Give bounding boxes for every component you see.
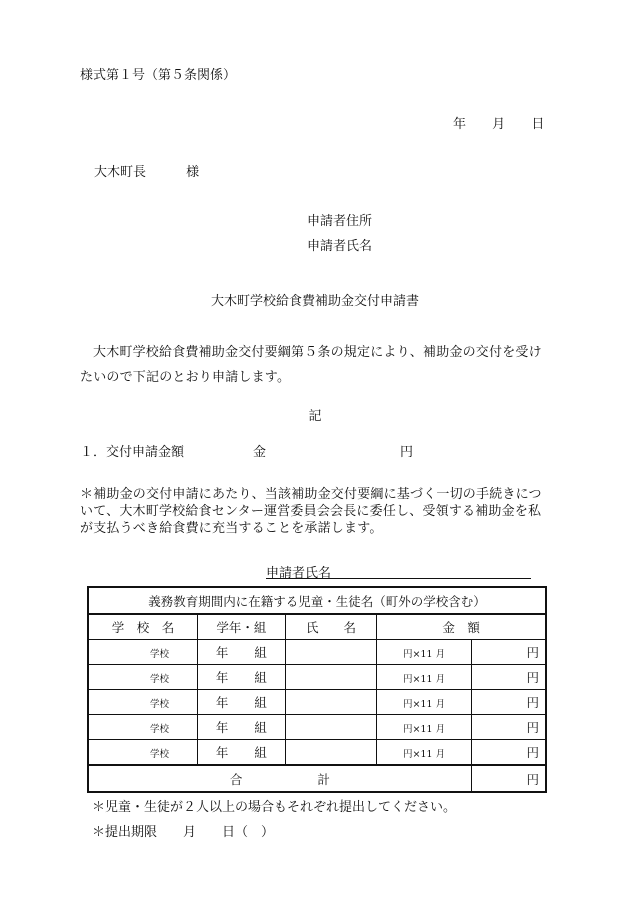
grade-cell[interactable] — [198, 715, 286, 740]
table-row — [88, 740, 546, 766]
student-name-cell[interactable] — [285, 640, 377, 665]
table-caption: 義務教育期間内に在籍する児童・生徒名（町外の学校含む） — [88, 587, 546, 614]
rate-cell[interactable] — [377, 690, 472, 715]
class-suffix: 組 — [254, 745, 267, 760]
amount-cell[interactable] — [471, 665, 546, 690]
item1-kin: 金 — [253, 445, 267, 460]
date-year: 年 — [453, 117, 467, 132]
date-month: 月 — [492, 117, 506, 132]
item1-label: １．交付申請金額 — [80, 445, 185, 460]
class-suffix: 組 — [254, 695, 267, 710]
grade-cell[interactable] — [198, 640, 286, 665]
table-row — [88, 665, 546, 690]
total-row — [88, 765, 546, 792]
amount-yen: 円 — [526, 695, 539, 710]
rate-text: 円×11 月 — [403, 723, 446, 735]
consent-text: ＊補助金の交付申請にあたり、当該補助金交付要綱に基づく一切の手続きについて、大木町学校給食センター運営委員会会長に委任し、受領する補助金を私が支払うべき給食費に充当することを承諾します。 — [80, 487, 542, 536]
school-cell[interactable] — [88, 715, 198, 740]
form-number: 様式第１号（第５条関係） — [80, 68, 237, 83]
class-suffix: 組 — [254, 720, 267, 735]
header-grade: 学年・組 — [198, 614, 286, 640]
amount-cell[interactable] — [471, 690, 546, 715]
year-suffix: 年 — [215, 695, 229, 710]
children-table — [87, 586, 547, 793]
note-multiple: ＊児童・生徒が２人以上の場合もそれぞれ提出してください。 — [92, 800, 457, 815]
header-amount: 金 額 — [377, 614, 546, 640]
year-suffix: 年 — [215, 745, 229, 760]
rate-text: 円×11 月 — [403, 648, 446, 660]
year-suffix: 年 — [215, 645, 229, 660]
item1-yen: 円 — [400, 445, 414, 460]
rate-cell[interactable] — [377, 740, 472, 766]
grade-cell[interactable] — [198, 740, 286, 766]
school-cell[interactable] — [88, 740, 198, 766]
amount-yen: 円 — [526, 720, 539, 735]
rate-text: 円×11 月 — [403, 748, 446, 760]
amount-cell[interactable] — [471, 740, 546, 766]
amount-yen: 円 — [526, 745, 539, 760]
rate-cell[interactable] — [377, 640, 472, 665]
school-cell[interactable] — [88, 665, 198, 690]
date-day: 日 — [531, 117, 545, 132]
school-suffix: 学校 — [150, 698, 170, 710]
body-text: 大木町学校給食費補助金交付要綱第５条の規定により、補助金の交付を受けたいので下記のとおり申請します。 — [80, 345, 542, 385]
applicant-name-label: 申請者氏名 — [307, 239, 373, 254]
school-cell[interactable] — [88, 690, 198, 715]
total-yen: 円 — [526, 771, 539, 787]
rate-cell[interactable] — [377, 665, 472, 690]
school-suffix: 学校 — [150, 748, 170, 760]
amount-yen: 円 — [526, 670, 539, 685]
note-deadline: ＊提出期限 月 日（ ） — [92, 825, 275, 840]
applicant-name-underline — [266, 578, 531, 579]
year-suffix: 年 — [215, 720, 229, 735]
school-cell[interactable] — [88, 640, 198, 665]
year-suffix: 年 — [215, 670, 229, 685]
school-suffix: 学校 — [150, 648, 170, 660]
header-name: 氏 名 — [285, 614, 377, 640]
table-row — [88, 640, 546, 665]
addressee — [94, 161, 199, 180]
table-row — [88, 715, 546, 740]
student-name-cell[interactable] — [285, 715, 377, 740]
class-suffix: 組 — [254, 645, 267, 660]
total-label: 合 計 — [88, 765, 471, 792]
class-suffix: 組 — [254, 670, 267, 685]
school-suffix: 学校 — [150, 723, 170, 735]
document-title: 大木町学校給食費補助金交付申請書 — [210, 294, 419, 309]
rate-text: 円×11 月 — [403, 673, 446, 685]
date-line — [453, 113, 544, 132]
school-suffix: 学校 — [150, 673, 170, 685]
amount-cell[interactable] — [471, 715, 546, 740]
table-applicant-name-label: 申請者氏名 — [266, 566, 332, 581]
ki-heading: 記 — [308, 409, 322, 424]
student-name-cell[interactable] — [285, 740, 377, 766]
grade-cell[interactable] — [198, 665, 286, 690]
rate-cell[interactable] — [377, 715, 472, 740]
applicant-address-label: 申請者住所 — [307, 214, 373, 229]
header-school: 学 校 名 — [88, 614, 198, 640]
table-row — [88, 690, 546, 715]
rate-text: 円×11 月 — [403, 698, 446, 710]
grade-cell[interactable] — [198, 690, 286, 715]
amount-yen: 円 — [526, 645, 539, 660]
student-name-cell[interactable] — [285, 690, 377, 715]
total-amount-cell[interactable] — [471, 765, 546, 792]
addressee-name: 大木町長 — [94, 165, 147, 180]
addressee-honorific: 様 — [186, 165, 200, 180]
amount-cell[interactable] — [471, 640, 546, 665]
student-name-cell[interactable] — [285, 665, 377, 690]
